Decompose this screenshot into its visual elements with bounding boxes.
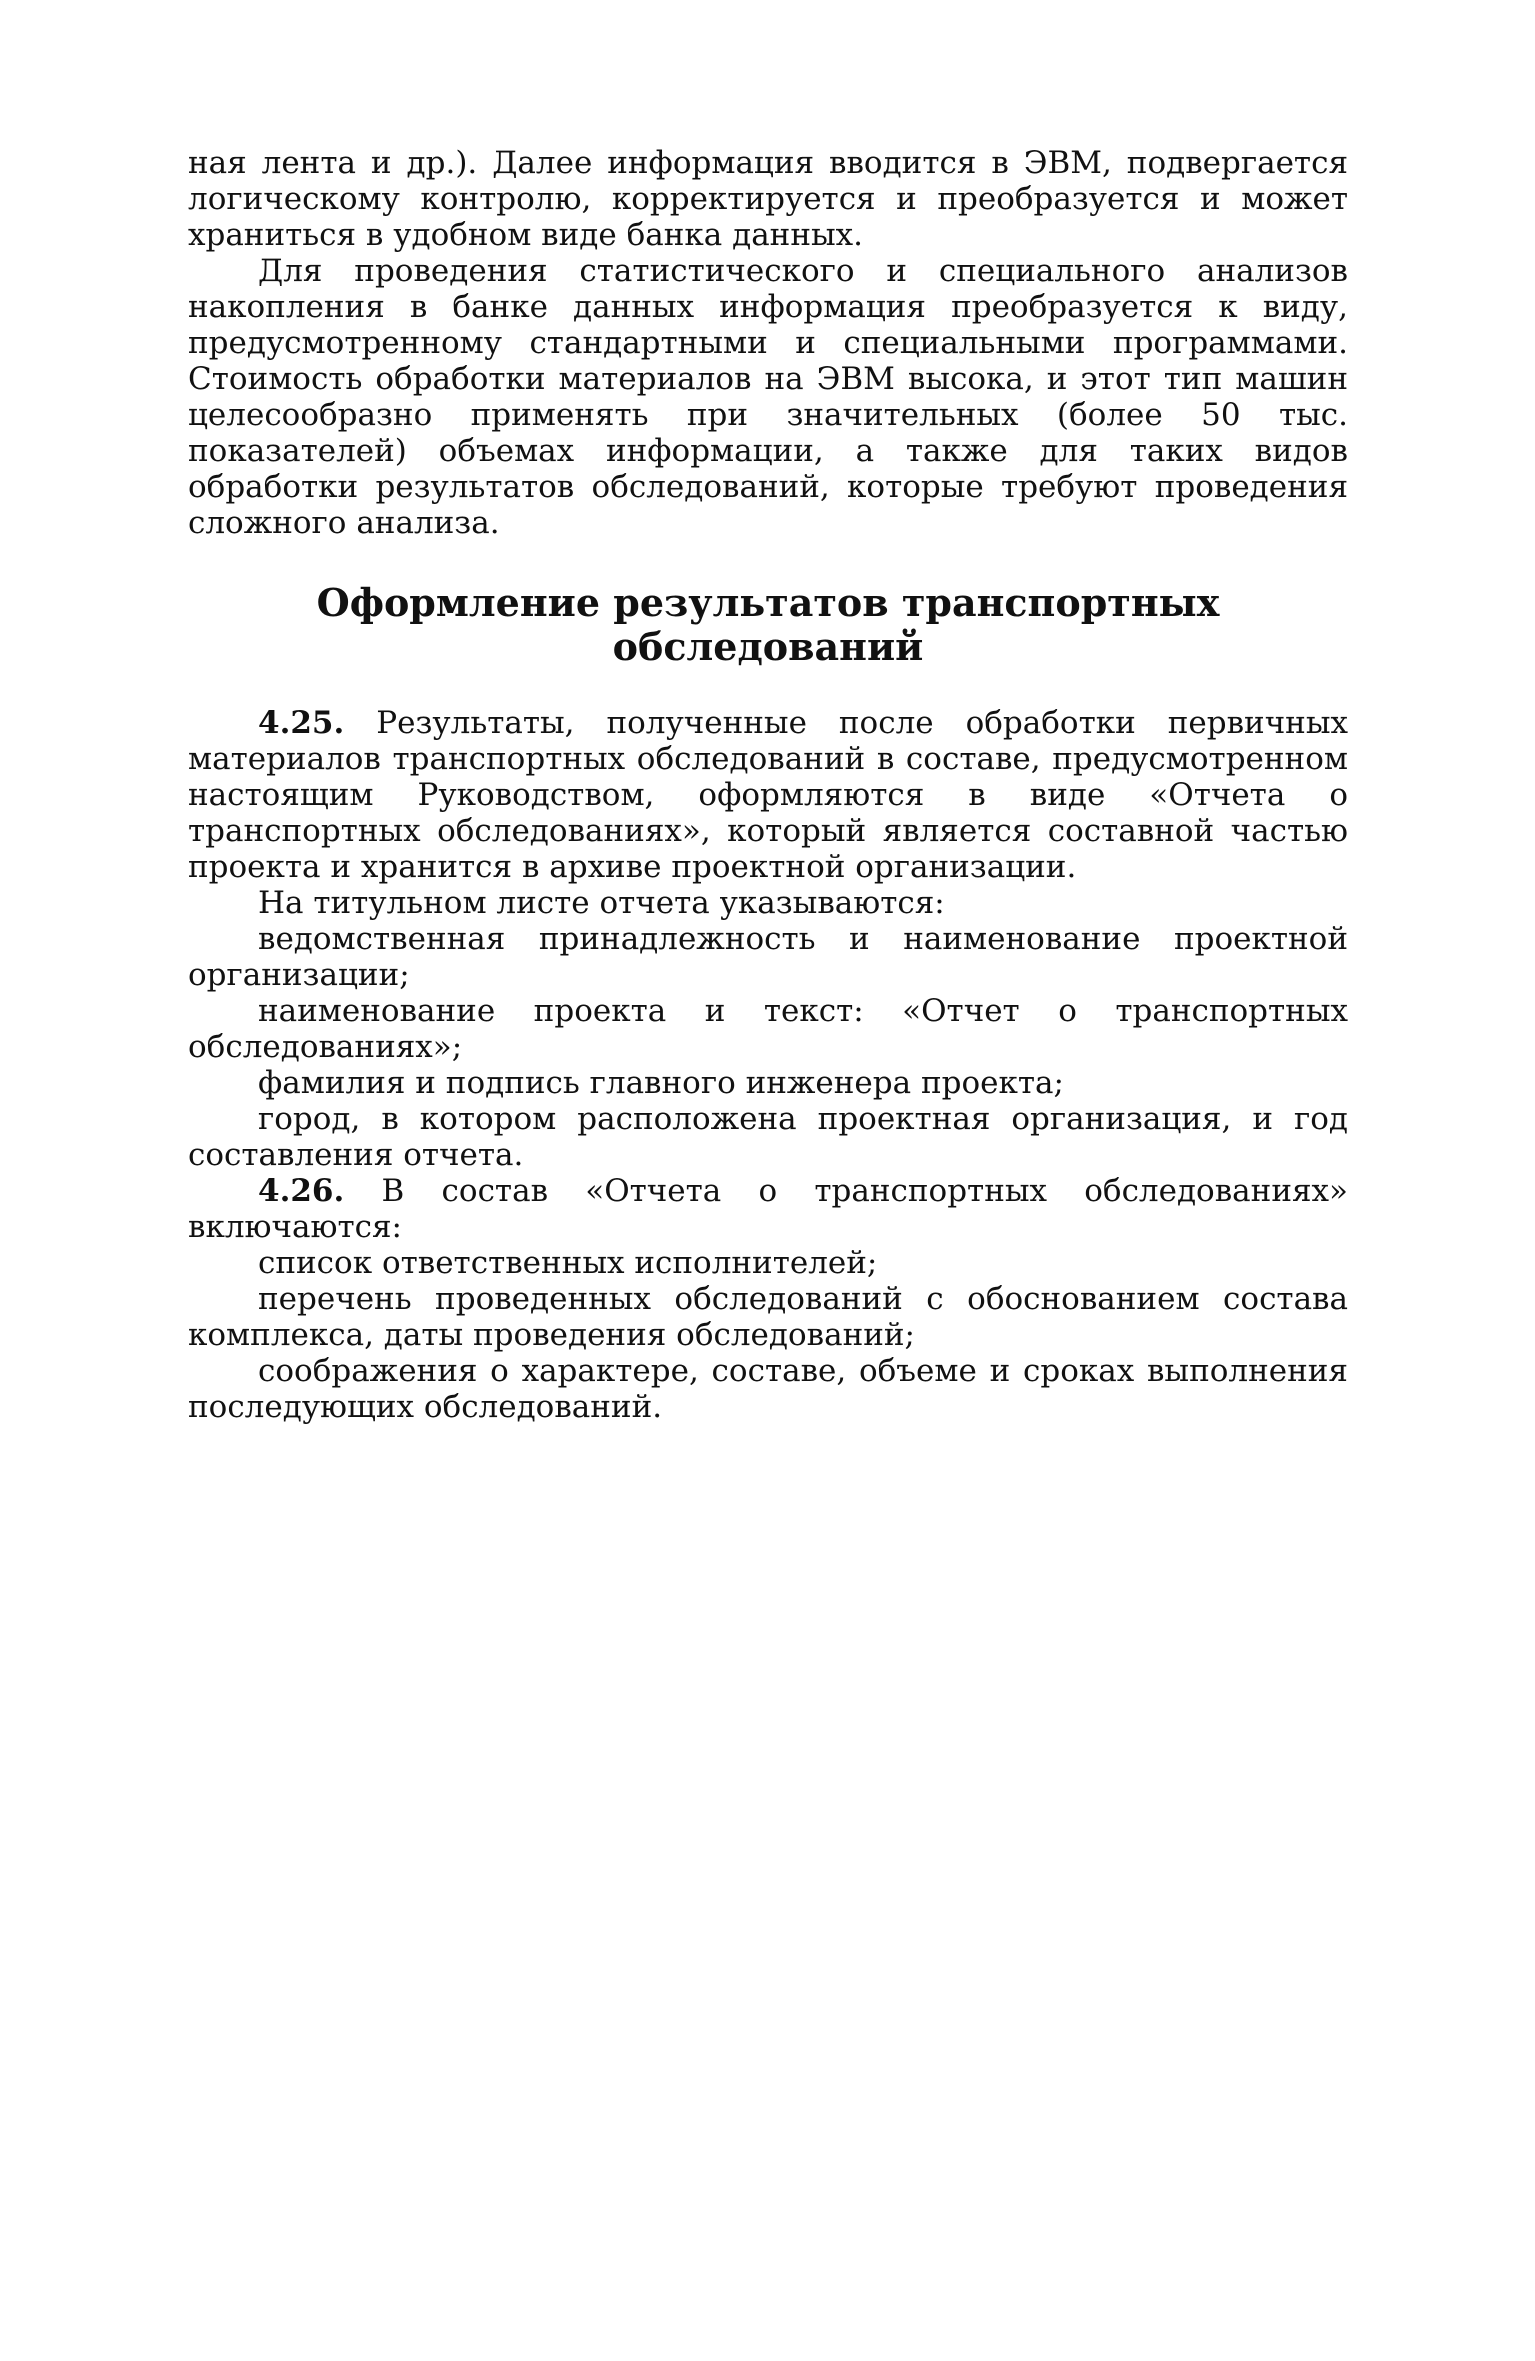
list-item: ведомственная принадлежность и наименование проектной организации; (188, 921, 1348, 993)
paragraph-4-26 (188, 1173, 1348, 1245)
list-item: город, в котором расположена проектная организация, и год составления отчета. (188, 1101, 1348, 1173)
main-text (188, 145, 1348, 1425)
list-item: фамилия и подпись главного инженера проекта; (258, 1065, 1064, 1101)
clause-text-4-26: В состав «Отчета о транспортных обследованиях» включаются: (188, 1173, 1348, 1245)
clause-number-4-25: 4.25. (258, 705, 345, 741)
clause-text-4-25: Результаты, полученные после обработки первичных материалов транспортных обследований в составе, предусмотренном настоящим Руководством, оформляются в виде «Отчета о транспортных обследованиях», который является составной частью проекта и хранится в архиве проектной организации. (188, 705, 1349, 885)
list-item: перечень проведенных обследований с обоснованием состава комплекса, даты проведения обследований; (188, 1281, 1348, 1353)
section-heading-line-1: Оформление результатов транспортных (316, 580, 1220, 625)
paragraph-continuation: ная лента и др.). Далее информация вводится в ЭВМ, подвергается логическому контролю, корректируется и преобразуется и может храниться в удобном виде банка данных. (188, 145, 1348, 253)
clause-number-4-26: 4.26. (258, 1173, 345, 1209)
list-item: список ответственных исполнителей; (258, 1245, 878, 1281)
paragraph-4-25 (188, 705, 1348, 885)
list-item: наименование проекта и текст: «Отчет о транспортных обследованиях»; (188, 993, 1348, 1065)
paragraph-data-bank: Для проведения статистического и специального анализов накопления в банке данных информация преобразуется к виду, предусмотренному стандартными и специальными программами. Стоимость обработки материалов на ЭВМ высока, и этот тип машин целесообразно применять при значительных (более 50 тыс. показателей) объемах информации, а также для таких видов обработки результатов обследований, которые требуют проведения сложного анализа. (188, 253, 1348, 541)
title-page-intro: На титульном листе отчета указываются: (258, 885, 945, 921)
section-heading-line-2: обследований (612, 624, 924, 669)
section-heading (188, 581, 1348, 669)
list-item: соображения о характере, составе, объеме и сроках выполнения последующих обследований. (188, 1353, 1348, 1425)
